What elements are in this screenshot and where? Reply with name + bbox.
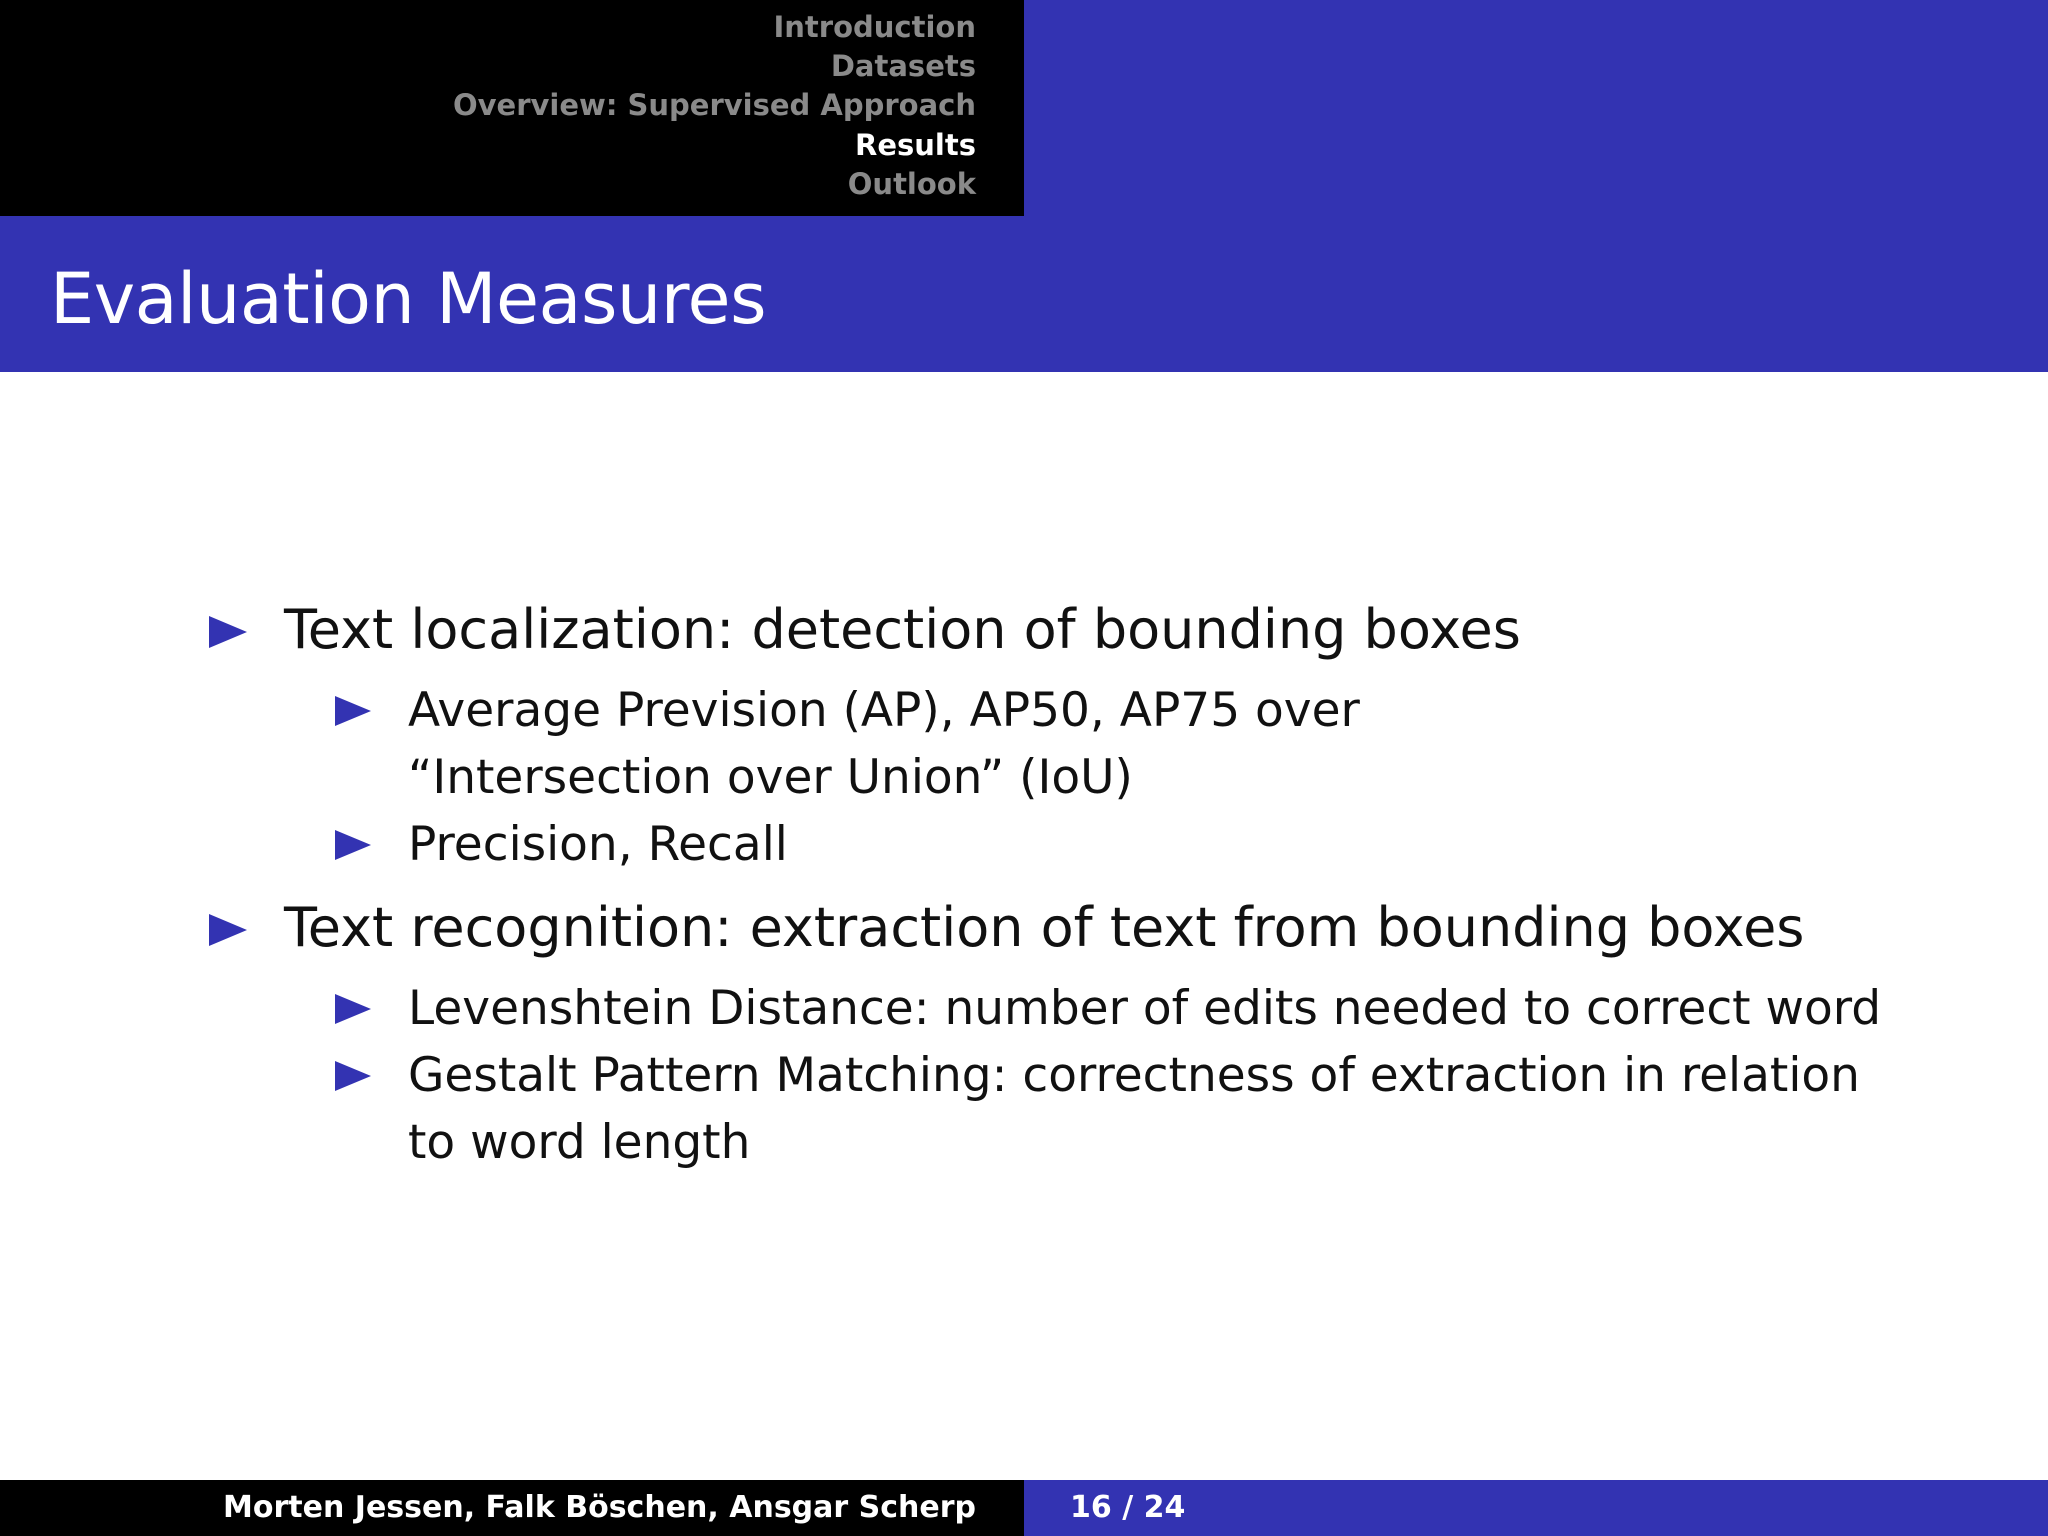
sub-bullet-item-line: Precision, Recall <box>408 817 788 872</box>
sub-bullet-item-line: to word length <box>408 1115 751 1170</box>
footer-page-panel <box>1024 1480 2048 1536</box>
header-blue-panel <box>1024 0 2048 216</box>
sub-bullet-triangle-icon <box>335 696 371 726</box>
sub-bullet-item-line: Levenshtein Distance: number of edits needed to correct word <box>408 981 1882 1036</box>
bullet-triangle-icon <box>209 914 247 946</box>
nav-item-outlook[interactable]: Outlook <box>847 166 976 201</box>
nav-item-overview[interactable]: Overview: Supervised Approach <box>452 88 976 123</box>
footer-authors: Morten Jessen, Falk Böschen, Ansgar Scherp <box>223 1490 976 1525</box>
sub-bullet-item-line: Gestalt Pattern Matching: correctness of extraction in relation <box>408 1048 1860 1103</box>
sub-bullet-triangle-icon <box>335 830 371 860</box>
section-navigation-panel <box>0 0 1024 216</box>
sub-bullet-item-line: Average Prevision (AP), AP50, AP75 over <box>408 683 1360 738</box>
sub-bullet-triangle-icon <box>335 1061 371 1091</box>
bullet-item: Text recognition: extraction of text from bounding boxes <box>284 896 1805 959</box>
frame-title: Evaluation Measures <box>50 258 767 340</box>
slide-content <box>0 372 2048 1480</box>
sub-bullet-triangle-icon <box>335 994 371 1024</box>
page-number: 16 / 24 <box>1070 1490 1186 1525</box>
nav-item-introduction[interactable]: Introduction <box>773 10 976 44</box>
bullet-triangle-icon <box>209 616 247 648</box>
footer-author-panel <box>0 1480 1024 1536</box>
section-navigation-list <box>453 8 976 204</box>
nav-item-datasets[interactable]: Datasets <box>830 49 976 84</box>
nav-item-results[interactable]: Results <box>855 127 976 162</box>
title-bar <box>0 216 2048 372</box>
bullet-item: Text localization: detection of bounding boxes <box>284 598 1521 661</box>
sub-bullet-item-line: “Intersection over Union” (IoU) <box>408 750 1133 805</box>
